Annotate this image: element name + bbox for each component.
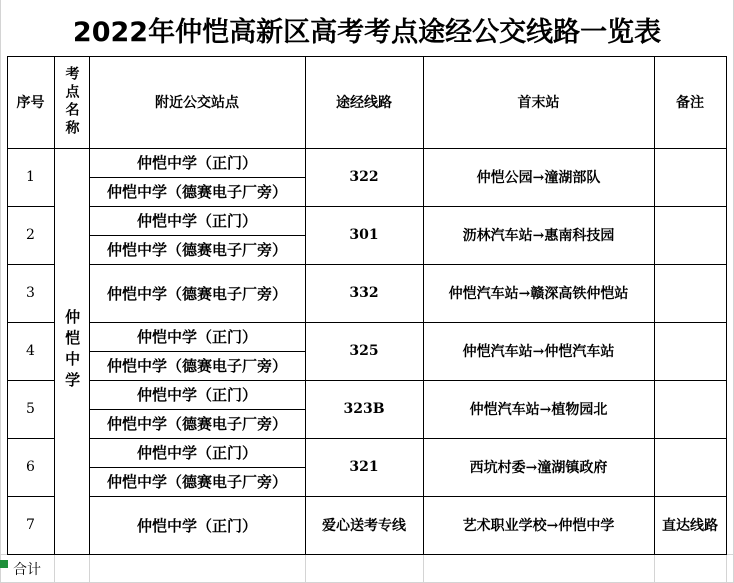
header-route: 途经线路 bbox=[336, 95, 392, 111]
header-exam-site bbox=[54, 56, 89, 148]
grid-line bbox=[7, 496, 54, 497]
route-number: 321 bbox=[349, 459, 379, 475]
grid-line bbox=[423, 555, 424, 583]
grid-line bbox=[726, 555, 727, 583]
terminals: 仲恺公园→潼湖部队 bbox=[476, 170, 601, 186]
stop-name: 仲恺中学（德赛电子厂旁） bbox=[106, 183, 287, 201]
grid-line bbox=[7, 380, 54, 381]
grid-line bbox=[89, 555, 90, 583]
stop-name: 仲恺中学（正门） bbox=[136, 516, 257, 535]
grid-line bbox=[7, 322, 54, 323]
header-seq: 序号 bbox=[16, 95, 45, 111]
exam-site-text: 仲恺中学 bbox=[63, 309, 82, 393]
grid-line bbox=[7, 554, 727, 555]
header-remarks: 备注 bbox=[676, 95, 704, 111]
stop-name: 仲恺中学（正门） bbox=[136, 154, 257, 172]
grid-line bbox=[89, 177, 305, 178]
remark bbox=[654, 206, 726, 264]
grid-line bbox=[7, 56, 727, 57]
stop-name: 仲恺中学（德赛电子厂旁） bbox=[106, 415, 287, 433]
header-nearby-stop: 附近公交站点 bbox=[155, 95, 239, 111]
grid-line bbox=[7, 438, 54, 439]
route-number: 325 bbox=[349, 343, 379, 359]
terminals: 沥林汽车站→惠南科技园 bbox=[462, 228, 615, 244]
stop-name: 仲恺中学（正门） bbox=[136, 328, 257, 346]
exam-site-name bbox=[54, 148, 89, 554]
grid-line bbox=[7, 264, 54, 265]
row-seq: 1 bbox=[26, 169, 35, 185]
route-number: 爱心送考专线 bbox=[322, 518, 406, 534]
row-seq: 5 bbox=[26, 401, 35, 417]
terminals: 艺术职业学校→仲恺中学 bbox=[462, 518, 615, 534]
route-number: 332 bbox=[349, 285, 379, 301]
terminals: 仲恺汽车站→植物园北 bbox=[469, 402, 608, 418]
row-seq: 6 bbox=[26, 459, 35, 475]
grid-line bbox=[89, 56, 90, 555]
row-seq: 3 bbox=[26, 285, 35, 301]
grid-line bbox=[7, 56, 8, 555]
grid-line bbox=[89, 467, 305, 468]
remark bbox=[654, 264, 726, 322]
grid-line bbox=[89, 380, 726, 381]
stop-name: 仲恺中学（正门） bbox=[136, 212, 257, 230]
cell-marker bbox=[0, 560, 8, 568]
route-number: 323B bbox=[343, 401, 385, 417]
grid-line bbox=[89, 409, 305, 410]
grid-line bbox=[423, 56, 424, 555]
grid-line bbox=[89, 438, 726, 439]
route-number: 301 bbox=[349, 227, 379, 243]
grid-line bbox=[726, 56, 727, 555]
stop-name: 仲恺中学（正门） bbox=[136, 444, 257, 462]
terminals: 西坑村委→潼湖镇政府 bbox=[469, 460, 608, 476]
remark bbox=[654, 438, 726, 496]
header-terminals: 首末站 bbox=[517, 95, 560, 111]
route-number: 322 bbox=[349, 169, 379, 185]
stop-name: 仲恺中学（德赛电子厂旁） bbox=[106, 284, 287, 303]
grid-line bbox=[305, 56, 306, 555]
grid-line bbox=[54, 555, 55, 583]
grid-line bbox=[89, 235, 305, 236]
grid-line bbox=[89, 351, 305, 352]
grid-line bbox=[654, 56, 655, 555]
grid-line bbox=[654, 555, 655, 583]
terminals: 仲恺汽车站→仲恺汽车站 bbox=[462, 344, 615, 360]
grid-line bbox=[89, 206, 726, 207]
grid-line bbox=[7, 148, 727, 149]
grid-line bbox=[54, 56, 55, 555]
grid-line bbox=[89, 322, 726, 323]
row-seq: 2 bbox=[26, 227, 35, 243]
row-seq: 4 bbox=[26, 343, 35, 359]
header-exam-site-text: 考点名称 bbox=[63, 66, 80, 138]
stop-name: 仲恺中学（德赛电子厂旁） bbox=[106, 473, 287, 491]
terminals: 仲恺汽车站→赣深高铁仲恺站 bbox=[448, 286, 629, 302]
grid-line bbox=[89, 264, 726, 265]
remark bbox=[654, 322, 726, 380]
total-label: 合计 bbox=[13, 561, 41, 578]
table-title: 2022年仲恺高新区高考考点途经公交线路一览表 bbox=[72, 16, 662, 48]
stop-name: 仲恺中学（德赛电子厂旁） bbox=[106, 241, 287, 259]
stop-name: 仲恺中学（德赛电子厂旁） bbox=[106, 357, 287, 375]
grid-line bbox=[7, 206, 54, 207]
grid-line bbox=[0, 0, 1, 583]
remark bbox=[654, 380, 726, 438]
grid-line bbox=[305, 555, 306, 583]
remark: 直达线路 bbox=[662, 518, 718, 534]
grid-line bbox=[89, 496, 726, 497]
stop-name: 仲恺中学（正门） bbox=[136, 386, 257, 404]
row-seq: 7 bbox=[26, 517, 35, 533]
remark bbox=[654, 148, 726, 206]
